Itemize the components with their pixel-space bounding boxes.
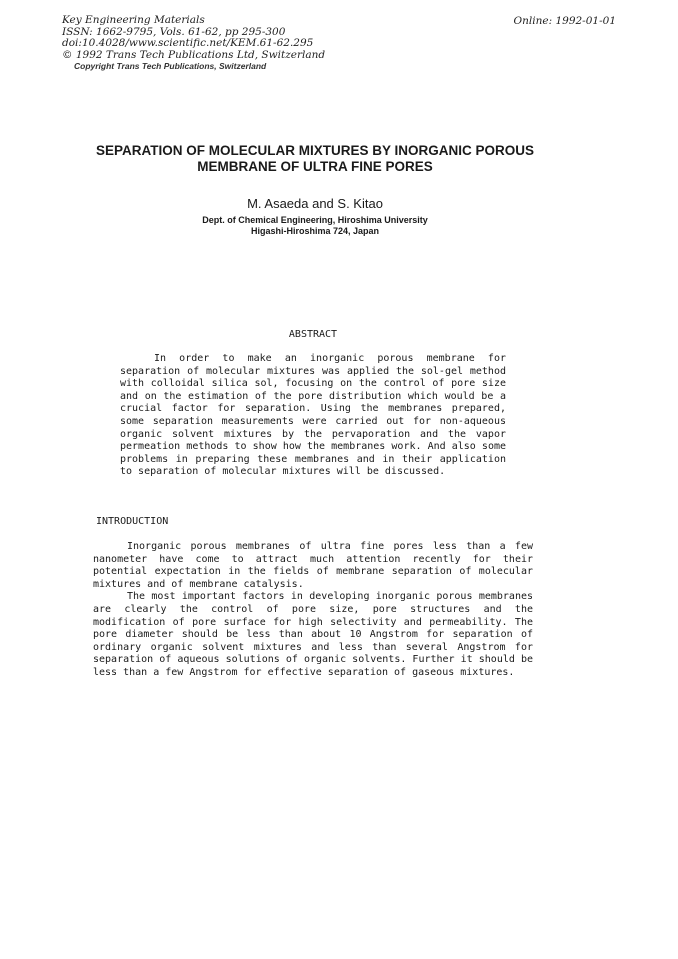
introduction-paragraph-1: Inorganic porous membranes of ultra fine pores less than a few nanometer have come to attract much attention recently for their potential expectation in the fields of membrane separation of molecular mixtures and of membrane catalysis. xyxy=(93,541,533,590)
copyright-stamp: Copyright Trans Tech Publications, Switzerland xyxy=(74,61,267,72)
abstract-paragraph: In order to make an inorganic porous membrane for separation of molecular mixtures was applied the sol-gel method with colloidal silica sol, focusing on the control of pore size and on the estimation of the pore distribution which would be a crucial factor for separation. Using the membranes prepared, some separation measurements were carried out for non-aqueous organic solvent mixtures by the pervaporation and the vapor permeation methods to show how the membranes work. And also some problems in preparing these membranes and in their application to separation of molecular mixtures will be discussed. xyxy=(120,353,506,478)
paper-title: SEPARATION OF MOLECULAR MIXTURES BY INORGANIC POROUS MEMBRANE OF ULTRA FINE PORES xyxy=(95,143,535,174)
introduction-heading: INTRODUCTION xyxy=(96,516,169,527)
copyright-notice: © 1992 Trans Tech Publications Ltd, Switzerland xyxy=(62,48,326,61)
affiliation xyxy=(90,215,540,237)
introduction-paragraph-2: The most important factors in developing inorganic porous membranes are clearly the control of pore size, pore structures and the modification of pore surface for high selectivity and permeability. The pore diameter should be less than about 10 Angstrom for separation of ordinary organic solvent mixtures and less than several Angstrom for separation of aqueous solutions of organic solvents. Further it should be less than a few Angstrom for effective separation of gaseous mixtures. xyxy=(93,591,533,678)
doi-line: doi:10.4028/www.scientific.net/KEM.61-62.295 xyxy=(62,37,314,50)
affiliation-department: Dept. of Chemical Engineering, Hiroshima University xyxy=(202,215,428,225)
abstract-body xyxy=(120,353,506,479)
introduction-body xyxy=(93,541,533,680)
affiliation-address: Higashi-Hiroshima 724, Japan xyxy=(250,226,380,236)
abstract-heading: ABSTRACT xyxy=(288,329,338,340)
author-list: M. Asaeda and S. Kitao xyxy=(247,196,383,211)
journal-name: Key Engineering Materials xyxy=(62,14,205,26)
publication-metadata xyxy=(62,15,325,73)
online-date: Online: 1992-01-01 xyxy=(513,15,616,27)
title-block xyxy=(90,143,540,237)
issn-line: ISSN: 1662-9795, Vols. 61-62, pp 295-300 xyxy=(62,25,286,38)
